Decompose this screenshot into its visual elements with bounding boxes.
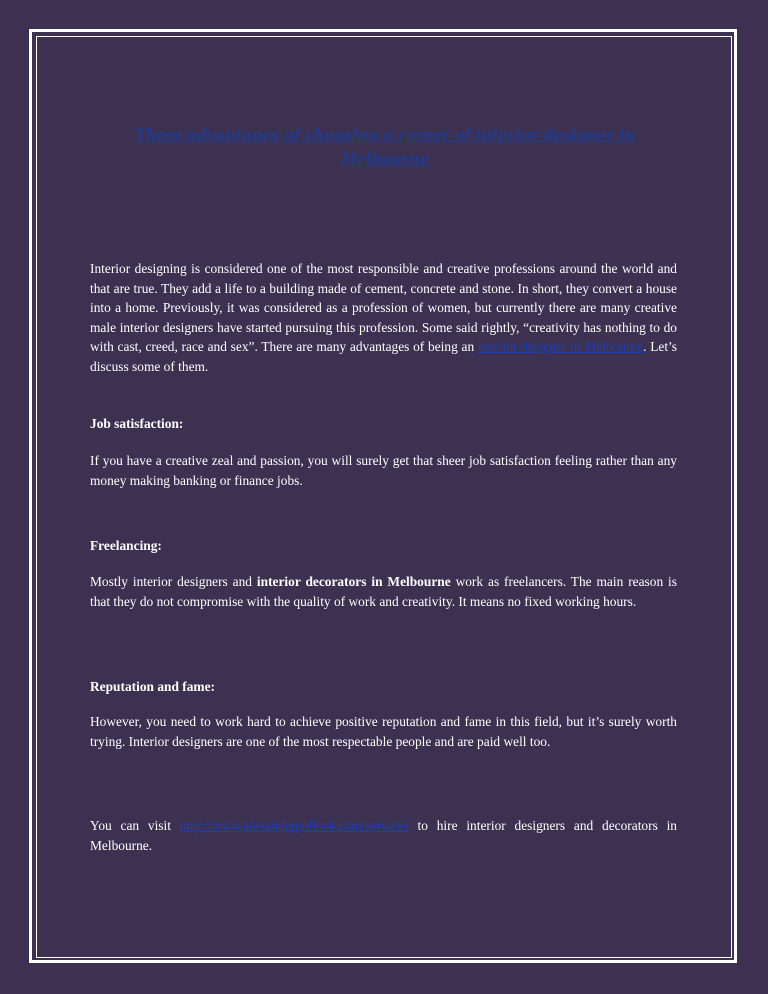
section-heading-freelancing: Freelancing: xyxy=(90,538,162,553)
section-body-reputation: However, you need to work hard to achieve positive reputation and fame in this field, but it’s surely worth trying. Interior designers are one of the most respectable people and are paid well too. xyxy=(90,714,677,749)
services-url-link[interactable]: http://www.alexanderpollock.com/services xyxy=(179,818,409,833)
document-title xyxy=(110,124,660,172)
closing-paragraph xyxy=(90,816,677,855)
intro-text: Interior designing is considered one of the most responsible and creative professions around the world and that are true. They add a life to a building made of cement, concrete and stone. In short, they convert a house into a home. Previously, it was considered as a profession of women, but currently there are many creative male interior designers have started pursuing this profession. Some said rightly, “creativity has nothing to do with cast, creed, race and sex”. There are many advantages of being an xyxy=(90,261,677,355)
interior-designer-link[interactable]: interior designer in Melbourne xyxy=(477,339,644,355)
freelancing-text: Mostly interior designers and xyxy=(90,574,257,589)
title-line-1: Three advantages of choosing a career of interior designer in xyxy=(135,127,635,144)
section-heading-reputation: Reputation and fame: xyxy=(90,679,215,694)
freelancing-text-end: work as freelancers. The main reason is that they do not compromise with the quality of work and creativity. It means no fixed working hours. xyxy=(90,574,677,609)
title-line-2: Melbourne xyxy=(340,151,430,168)
interior-decorators-bold: interior decorators in Melbourne xyxy=(256,574,451,589)
closing-text-end: to hire interior designers and decorators in Melbourne. xyxy=(90,818,678,853)
intro-paragraph xyxy=(90,259,677,377)
section-body-job-satisfaction: If you have a creative zeal and passion, you will surely get that sheer job satisfaction feeling rather than any money making banking or finance jobs. xyxy=(90,453,677,488)
intro-text-end: . Let’s discuss some of them. xyxy=(90,339,677,374)
closing-text: You can visit xyxy=(90,818,180,833)
section-heading-job-satisfaction: Job satisfaction: xyxy=(90,416,184,431)
section-body-freelancing xyxy=(90,572,677,611)
